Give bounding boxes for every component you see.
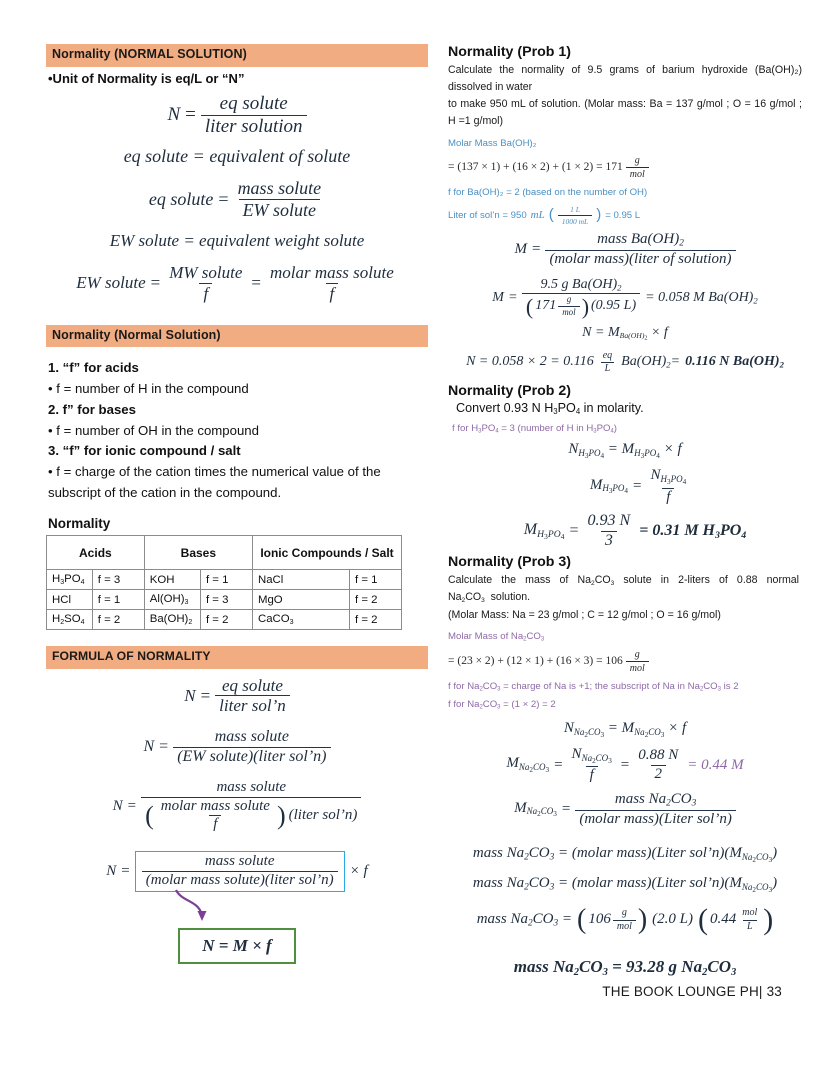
equation-mass-formula-3a [448, 846, 802, 864]
curved-arrow-container [46, 892, 428, 922]
column-header-acids: Acids [47, 536, 145, 570]
unit-numerator-1: g [621, 907, 627, 919]
curved-arrow-icon [172, 888, 242, 924]
eq-numerator-2: 0.88 N [638, 747, 679, 764]
unit-numerator: g [634, 648, 640, 660]
unit-numerator: g [566, 294, 572, 305]
problem-2-title: Normality (Prob 2) [448, 382, 571, 399]
eq-numerator: mass $Ba(OH)_2$ [597, 230, 684, 249]
equation-eq-solute-fraction: eq solute = $\frac{\text{mass solute}}{\text{EW solute}}$ [46, 179, 428, 220]
paren-close: ) [596, 206, 602, 224]
eq-numerator-1: MW solute [169, 263, 243, 283]
eq-denominator-1: f [199, 283, 212, 303]
eq-lhs: N [143, 738, 155, 756]
problem-3-statement-line-2: (Molar Mass: Na = 23 g/mol ; C = 12 g/mol ; O = 16 g/mol) [448, 608, 721, 621]
eq-expression: mass $Na_2CO_3$ = (molar mass)(Liter $sol’n)(M_{Na_2CO_3})$ [472, 875, 778, 894]
list-item: • f = number of OH in the compound [48, 422, 259, 438]
equation-molarity-from-normality-2: $M_{H_3PO_4}$ = $\frac{N_{H_3PO_4}}{f}$ [448, 468, 802, 505]
problem-2-statement: Convert 0.93 N $H_3PO_4$ in molarity. [456, 400, 644, 416]
eq-numerator: mass solute [216, 778, 287, 795]
unit-denominator-1: mol [613, 920, 636, 933]
eq-lhs: EW solute [76, 273, 146, 293]
mass-factor-3: 0.44 [710, 911, 737, 928]
answer-expression: mass $Na_2CO_3 = 93.28$ g $Na_2CO_3$ [513, 957, 737, 979]
cell-base-f: f = 1 [200, 570, 252, 590]
cell-salt: NaCl [252, 570, 349, 590]
eq-lhs: N [167, 104, 181, 126]
cell-base: $Al(OH)_3$ [144, 590, 200, 610]
unit-of-normality-bullet: •Unit of Normality is eq/L or “N” [48, 70, 245, 86]
banner-normality-normal-solution-2: Normality (Normal Solution) [46, 325, 428, 348]
eq-numerator: 9.5 g $Ba(OH)_2$ [540, 276, 622, 293]
problem-3-final-answer [448, 958, 802, 978]
cell-acid: $H_2SO_4$ [47, 610, 93, 630]
equation-n-equals-m-times-f: N = M × f [202, 935, 272, 955]
equation-normality-relation-1 [448, 326, 802, 342]
liter-prefix: Liter of sol’n = 950 [448, 209, 527, 221]
list-item: 1. “f” for acids [48, 360, 139, 376]
eq-expression: mass $Na_2CO_3$ = (molar mass)(Liter $sol’n)(M_{Na_2CO_3})$ [472, 845, 778, 864]
den-tail: (liter sol’n) [288, 807, 358, 824]
eq-numerator: $N_{H_3PO_4}$ [650, 467, 687, 486]
cell-base-f: f = 3 [200, 590, 252, 610]
equation-molarity-calculation-1: M = 9.5 g $Ba(OH)_2$ ( 171 $\frac{g}{\text{mol}}$ ) (0.95 L) = 0.058 M $Ba(OH)_2$ [492, 276, 758, 319]
cell-acid-f: f = 1 [92, 590, 144, 610]
two-column-layout [46, 44, 802, 979]
paren-open: ( [548, 206, 554, 224]
cell-acid: HCl [47, 590, 93, 610]
unit-denominator-3: L [743, 920, 757, 933]
eq-expression: $N_{Na_2CO_3} = M_{Na_2CO_3} \times f$ [563, 720, 687, 739]
molar-mass-expression: = (137 × 1) + (16 × 2) + (1 × 2) = 171 [448, 161, 623, 174]
list-item: 3. “f” for ionic compound / salt [48, 443, 241, 459]
conversion-denominator: 1000 mL [558, 215, 592, 226]
f-rules-list [46, 359, 428, 502]
list-item: 2. f” for bases [48, 401, 136, 417]
eq-denominator: ( 171 $\frac{g}{\text{mol}}$ ) (0.95 L) [522, 293, 640, 318]
eq-denominator: (EW solute)(liter sol’n) [173, 747, 330, 766]
annotation-molar-mass-label-1: Molar Mass Ba(OH)₂ [448, 137, 537, 149]
annotation-f-value-2: f for $H_3PO_4 = 3$ (number of H in $H_3PO_4$) [452, 422, 617, 435]
inner-denominator: f [209, 815, 221, 833]
eq-denominator: f [662, 488, 674, 506]
eq-result: = 0.058 M $Ba(OH)_2$ [645, 289, 758, 306]
liter-result: = 0.95 L [605, 209, 641, 221]
equation-normality-relation-3 [448, 721, 802, 739]
annotation-molar-mass-label-3: Molar Mass of $Na_2CO_3$ [448, 631, 545, 643]
unit-denominator: mol [558, 306, 580, 317]
list-item: • f = charge of the cation times the numerical value of the [48, 464, 381, 479]
equation-mass-formula-3b [448, 876, 802, 894]
table-title: Normality [48, 516, 111, 532]
molarity-result-3: = 0.44 M [687, 756, 744, 773]
eq-expression: $N_{H_3PO_4} = M_{H_3PO_4} \times f$ [568, 441, 682, 460]
equation-molarity-answer-2: $M_{H_3PO_4}$ = $\frac{0.93 N}{3}$ = 0.31 M $H_3PO_4$ [523, 512, 747, 550]
list-item: subscript of the cation in the compound. [48, 484, 282, 500]
equation-molarity-definition-3: $M_{Na_2CO_3}$ = $\frac{mass Na_2CO_3}{\text{(molar mass)(Liter sol’n)}}$ [448, 792, 802, 828]
normality-f-table [46, 535, 402, 630]
equation-normality-formula-2: N = $\frac{\text{mass solute}}{\text{(EW solute)(liter sol’n)}}$ [46, 729, 428, 766]
equation-ew-solute-fraction: EW solute = $\frac{\text{MW solute}}{f}$ = $\frac{\text{molar mass solute}}{f}$ [46, 264, 428, 303]
equation-normality-definition: N = $\frac{\text{eq solute}}{\text{liter solution}}$ [46, 94, 428, 137]
eq-denominator-2: 2 [651, 765, 667, 783]
eq-numerator: mass solute [237, 178, 322, 199]
right-column [442, 44, 802, 978]
conversion-numerator: 1 L [570, 204, 580, 214]
eq-tail-times-f: × f [349, 862, 368, 879]
cell-base: KOH [144, 570, 200, 590]
eq-lhs: M [514, 240, 527, 257]
column-header-ionic: Ionic Compounds / Salt [252, 536, 401, 570]
cell-salt-f: f = 2 [350, 590, 402, 610]
eq-expression: $N = M_{Ba(OH)_2} \times f$ [582, 325, 668, 343]
highlight-box-green [178, 928, 295, 964]
eq-denominator: (molar mass)(liter of solution) [545, 250, 735, 268]
eq-denominator: EW solute [239, 199, 321, 220]
unit-numerator: g [634, 154, 640, 166]
eq-lhs: N [106, 862, 117, 879]
eq-denominator: 3 [601, 531, 617, 550]
cell-acid-f: f = 2 [92, 610, 144, 630]
equation-normality-relation-2 [448, 442, 802, 460]
cell-salt-f: f = 2 [350, 610, 402, 630]
eq-numerator: mass $Na_2CO_3$ [614, 790, 697, 809]
annotation-f-explanation-3: f for $Na_2CO_3$ = charge of Na is +1; the subscript of Na in $Na_2CO_3$ is 2 [448, 680, 739, 693]
liter-unit: mL [530, 209, 545, 222]
eq-lhs: eq solute [148, 189, 214, 210]
molar-mass-calculation-1 [448, 155, 802, 180]
eq-denominator-1: f [586, 766, 598, 784]
annotation-liter-conversion-1 [448, 205, 802, 226]
table-header-row [47, 536, 402, 570]
den-value: 171 [535, 298, 557, 313]
equation-normality-formula-3: N = mass solute ( $\frac{\text{molar mass solute}}{f}$ ) (liter sol’n) [46, 780, 428, 833]
cell-acid: $H_3PO_4$ [47, 570, 93, 590]
eq-numerator-2: molar mass solute [270, 263, 394, 283]
eq-numerator: 0.93 N [587, 512, 631, 530]
problem-1-statement-line-2: to make 950 mL of solution. (Molar mass: Ba = 137 g/mol ; O = 16 g/mol ; H =1 g/mol) [448, 98, 802, 128]
equation-eq-solute-equivalent: eq solute = equivalent of solute [123, 145, 351, 166]
left-column [46, 44, 428, 964]
equation-normality-answer-1 [448, 351, 802, 375]
equation-normality-formula-1: N = $\frac{\text{eq solute}}{\text{liter sol’n}}$ [46, 677, 428, 716]
banner-formula-of-normality: FORMULA OF NORMALITY [46, 646, 428, 668]
problem-3-statement-line-1: Calculate the mass of $Na_2CO_3$ solute in 2-liters of 0.88 normal $Na_2CO_3$ solution. [448, 573, 802, 605]
mass-factor-1: 106 [588, 911, 611, 928]
cell-acid-f: f = 3 [92, 570, 144, 590]
problem-1-statement-line-1: Calculate the normality of 9.5 grams of barium hydroxide (Ba(OH)₂) dissolved in water [448, 64, 802, 94]
equation-molarity-definition-1: M = $\frac{mass Ba(OH)_2}{\text{(molar mass)(liter of solution)}}$ [448, 232, 802, 268]
eq-lhs: $M_{Na_2CO_3}$ [514, 799, 557, 819]
eq-expression-a: N = 0.058 × 2 = 0.116 [466, 354, 594, 370]
annotation-f-value-1: f for Ba(OH)₂ = 2 (based on the number of OH) [448, 186, 648, 198]
eq-lhs: N [112, 797, 123, 814]
problem-1-title: Normality (Prob 1) [448, 44, 571, 60]
eq-expression-b: $Ba(OH)_2=$ [621, 354, 681, 370]
eq-numerator: eq solute [222, 675, 283, 695]
problem-1-final-answer: 0.116 N $Ba(OH)_2$ [685, 354, 784, 370]
annotation-f-value-3: f for $Na_2CO_3 = (1 \times 2) = 2$ [448, 699, 556, 711]
equation-normality-formula-boxed: N = $\frac{\text{mass solute}}{\text{(molar mass solute)(liter sol’n)}}$ × f [46, 851, 428, 892]
eq-lhs: M [492, 289, 504, 305]
eq-denominator: liter solution [201, 115, 307, 137]
eq-denominator: liter sol’n [215, 695, 290, 715]
eq-lhs: N [184, 686, 196, 706]
table-row [47, 570, 402, 590]
cell-salt-f: f = 1 [350, 570, 402, 590]
page-footer: THE BOOK LOUNGE PH| 33 [602, 984, 782, 999]
unit-numerator-3: mol [742, 907, 758, 919]
eq-numerator: mass solute [214, 728, 289, 746]
equation-ew-solute-definition: EW solute = equivalent weight solute [109, 231, 365, 251]
problem-3-title: Normality (Prob 3) [448, 553, 571, 570]
unit-denominator: L [601, 362, 615, 375]
unit-denominator: mol [626, 167, 649, 180]
highlight-box-blue [135, 851, 345, 892]
table-row [47, 610, 402, 630]
column-header-bases: Bases [144, 536, 252, 570]
eq-denominator: (molar mass)(Liter sol’n) [575, 810, 736, 828]
equation-mass-substitution-3: mass $Na_2CO_3$ = ( 106 $\frac{g}{\text{mol}}$ ) (2.0 L) ( 0.44 $\frac{\text{mol}}{L}$ ) [476, 903, 774, 937]
eq-numerator: eq solute [219, 92, 288, 114]
eq-lhs: $M_{H_3PO_4}$ [589, 476, 628, 496]
eq-lhs: $M_{H_3PO_4}$ [523, 521, 565, 541]
banner-normality-normal-solution: Normality (NORMAL SOLUTION) [46, 44, 428, 67]
eq-denominator-2: f [326, 283, 339, 303]
unit-numerator: eq [602, 349, 613, 361]
cell-base-f: f = 2 [200, 610, 252, 630]
cell-base: $Ba(OH)_2$ [144, 610, 200, 630]
eq-denominator: (molar mass solute)(liter sol’n) [142, 871, 338, 889]
mass-factor-2: (2.0 L) [652, 911, 694, 928]
eq-numerator: mass solute [204, 853, 275, 870]
eq-lhs: mass $Na_2CO_3$ = [476, 910, 573, 929]
eq-lhs: $M_{Na_2CO_3}$ [506, 755, 550, 774]
eq-denominator: ( $\frac{\text{molar mass solute}}{f}$ ) (liter sol’n) [141, 797, 361, 834]
list-item: • f = number of H in the compound [48, 381, 249, 397]
eq-numerator-1: $N_{Na_2CO_3}$ [571, 746, 612, 765]
cell-salt: CaCO$_3$ [252, 610, 349, 630]
cell-salt: MgO [252, 590, 349, 610]
molar-mass-calculation-3 [448, 649, 802, 674]
den-tail: (0.95 L) [591, 298, 637, 313]
result-formula-container [46, 928, 428, 964]
equation-molarity-calculation-3: $M_{Na_2CO_3}$ = $\frac{N_{Na_2CO_3}}{f}$ = $\frac{0.88 N}{2}$ = 0.44 M [506, 746, 744, 784]
problem-2-final-answer: = 0.31 M $H_3PO_4$ [639, 521, 747, 541]
unit-denominator: mol [626, 661, 649, 674]
inner-numerator: molar mass solute [160, 797, 270, 814]
table-row [47, 590, 402, 610]
molar-mass-expression: = (23 × 2) + (12 × 1) + (16 × 3) = 106 [448, 655, 623, 668]
